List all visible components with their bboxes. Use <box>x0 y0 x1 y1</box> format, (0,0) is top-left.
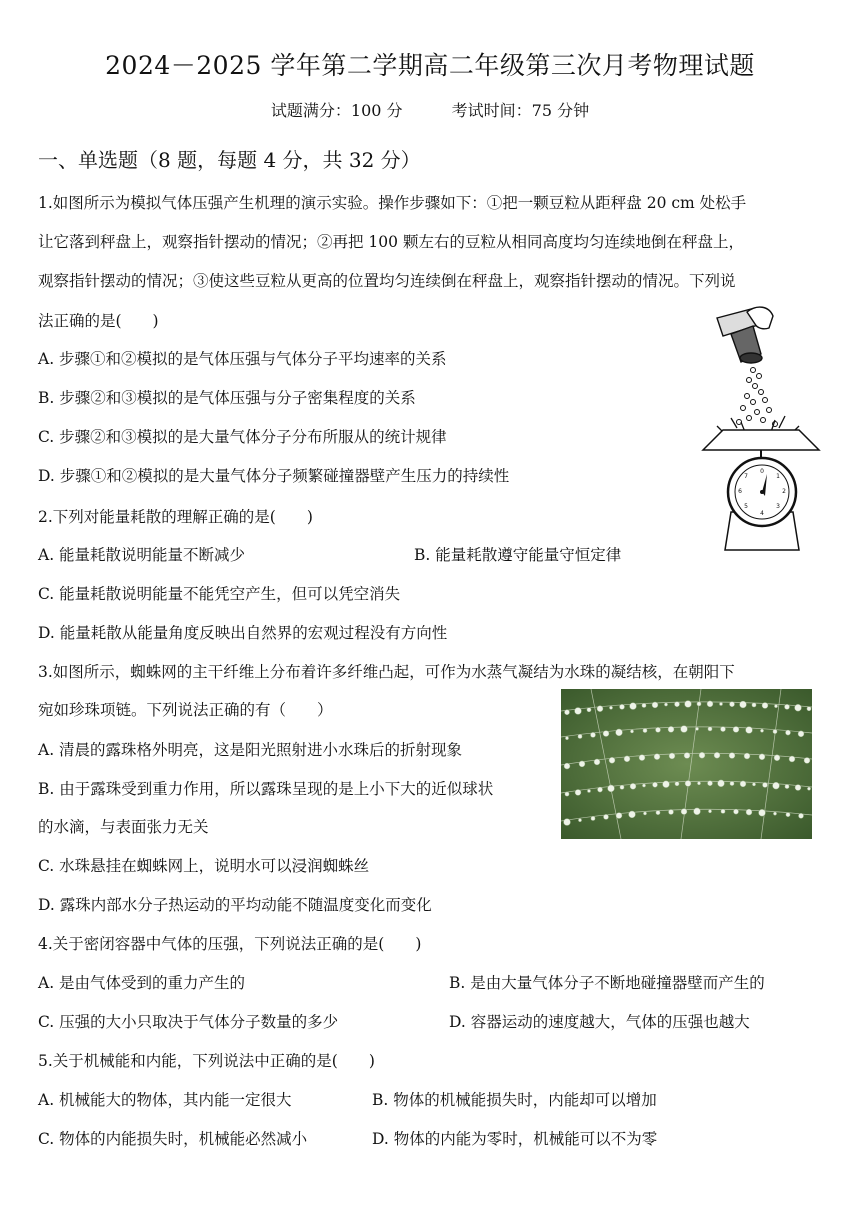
q2-option-c: C. 能量耗散说明能量不能凭空产生，但可以凭空消失 <box>38 585 401 603</box>
dew-droplet <box>708 810 711 813</box>
spiderweb-photo <box>561 689 812 839</box>
dew-droplet <box>630 783 636 789</box>
dew-droplet <box>597 706 603 712</box>
dew-droplet <box>721 727 726 732</box>
dew-droplet <box>694 808 701 815</box>
dew-droplet <box>642 784 645 787</box>
dew-droplet <box>733 727 739 733</box>
dew-droplet <box>685 701 692 708</box>
dew-droplet <box>774 705 777 708</box>
q3-line2: 宛如珍珠项链。下列说法正确的有（ ） <box>38 701 333 719</box>
hand-icon <box>717 307 773 363</box>
q1-line2: 让它落到秤盘上，观察指针摆动的情况；②再把 100 颗左右的豆粒从相同高度均匀连续地倒在秤盘上， <box>38 233 744 251</box>
exam-title: 2024－2025 学年第二学期高二年级第三次月考物理试题 <box>105 51 755 80</box>
q1-line3: 观察指针摆动的情况；③使这些豆粒从更高的位置均匀连续倒在秤盘上，观察指针摆动的情况。下列说 <box>38 272 736 290</box>
dew-droplet <box>668 726 674 732</box>
dew-droplet <box>603 731 609 737</box>
q5-stem: 5.关于机械能和内能，下列说法中正确的是( ) <box>38 1052 375 1070</box>
q1-option-a: A. 步骤①和②模拟的是气体压强与气体分子平均速率的关系 <box>38 350 447 368</box>
q1-line1: 1.如图所示为模拟气体压强产生机理的演示实验。操作步骤如下：①把一颗豆粒从距秤盘 20 cm 处松手 <box>38 194 747 212</box>
q4-option-a: A. 是由气体受到的重力产生的 <box>38 974 246 992</box>
dew-droplet <box>807 787 810 790</box>
dew-droplet <box>616 813 622 819</box>
svg-text:5: 5 <box>744 503 748 510</box>
dew-droplet <box>620 704 625 709</box>
dew-droplet <box>795 785 801 791</box>
dew-droplet <box>681 809 687 815</box>
dew-droplet <box>579 761 585 767</box>
dew-droplet <box>789 756 795 762</box>
dew-droplet <box>652 702 658 708</box>
q5-option-b: B. 物体的机械能损失时，内能却可以增加 <box>372 1091 657 1109</box>
dew-droplet <box>714 752 720 758</box>
dew-droplet <box>807 707 811 711</box>
dew-droplet <box>587 789 590 792</box>
dew-droplet <box>685 781 691 787</box>
dew-droplet <box>578 734 582 738</box>
dew-droplet <box>729 753 735 759</box>
dew-droplet <box>565 792 569 796</box>
dew-droplet <box>643 728 647 732</box>
dew-droplet <box>785 704 790 709</box>
dew-droplet <box>675 782 679 786</box>
q3-option-b-line2: 的水滴，与表面张力无关 <box>38 818 209 836</box>
dew-droplet <box>773 782 780 789</box>
dew-droplet <box>629 811 636 818</box>
dew-droplet <box>591 732 596 737</box>
dew-droplet <box>752 703 756 707</box>
q3-option-a: A. 清晨的露珠格外明亮，这是阳光照射进小水珠后的折射现象 <box>38 741 463 759</box>
dew-droplet <box>684 753 690 759</box>
section-heading: 一、单选题（8 题，每题 4 分，共 32 分） <box>38 148 421 172</box>
dew-droplet <box>752 783 755 786</box>
dew-droplet <box>609 706 612 709</box>
svg-text:6: 6 <box>738 488 742 495</box>
dew-droplet <box>746 727 753 734</box>
scale-figure <box>695 300 827 555</box>
dew-droplet <box>697 702 701 706</box>
q2-option-a: A. 能量耗散说明能量不断减少 <box>38 546 246 564</box>
dew-droplet <box>578 819 581 822</box>
dew-droplet <box>653 782 658 787</box>
q3-option-b-line1: B. 由于露珠受到重力作用，所以露珠呈现的是上小下大的近似球状 <box>38 780 494 798</box>
dew-droplet <box>699 752 705 758</box>
dew-droplet <box>675 702 680 707</box>
q5-option-d: D. 物体的内能为零时，机械能可以不为零 <box>372 1130 658 1148</box>
q3-line1: 3.如图所示，蜘蛛网的主干纤维上分布着许多纤维凸起，可作为水蒸气凝结为水珠的凝结核，在朝阳下 <box>38 663 735 681</box>
dew-droplet <box>804 758 810 764</box>
dew-droplet <box>740 701 747 708</box>
exam-time: 考试时间：75 分钟 <box>451 101 590 120</box>
dew-droplet <box>642 703 646 707</box>
dew-droplet <box>786 813 790 817</box>
dew-droplet <box>620 785 624 789</box>
q1-option-c: C. 步骤②和③模拟的是大量气体分子分布所服从的统计规律 <box>38 428 447 446</box>
dew-droplet <box>730 781 734 785</box>
dew-droplet <box>594 759 600 765</box>
q1-line4: 法正确的是( ) <box>38 312 159 330</box>
dew-droplet <box>746 809 752 815</box>
dew-droplet <box>708 781 713 786</box>
dew-droplet <box>654 754 660 760</box>
dew-droplet <box>669 810 674 815</box>
q2-option-d: D. 能量耗散从能量角度反映出自然界的宏观过程没有方向性 <box>38 624 448 642</box>
dew-droplet <box>759 809 766 816</box>
full-score: 试题满分：100 分 <box>270 101 403 120</box>
q5-option-c: C. 物体的内能损失时，机械能必然减小 <box>38 1130 308 1148</box>
dew-droplet <box>798 731 804 737</box>
svg-text:7: 7 <box>744 473 748 480</box>
q4-option-d: D. 容器运动的速度越大，气体的压强也越大 <box>449 1013 750 1031</box>
dew-droplet <box>760 729 763 732</box>
dew-droplet <box>630 703 637 710</box>
svg-text:0: 0 <box>760 468 764 475</box>
dew-droplet <box>575 789 581 795</box>
dew-droplet <box>609 757 615 763</box>
beans-icon <box>737 368 778 427</box>
dew-droplet <box>762 703 768 709</box>
dew-droplet <box>773 812 776 815</box>
dew-droplet <box>707 701 713 707</box>
q1-option-d: D. 步骤①和②模拟的是大量气体分子频繁碰撞器壁产生压力的持续性 <box>38 467 510 485</box>
dew-droplet <box>587 708 591 712</box>
dew-droplet <box>734 809 739 814</box>
dew-droplet <box>763 782 768 787</box>
q2-option-b: B. 能量耗散遵守能量守恒定律 <box>414 546 622 564</box>
dew-droplet <box>681 726 688 733</box>
dew-droplet <box>616 729 623 736</box>
q3-option-d: D. 露珠内部水分子热运动的平均动能不随温度变化而变化 <box>38 896 432 914</box>
dew-droplet <box>608 785 615 792</box>
dew-droplet <box>719 702 722 705</box>
q4-option-c: C. 压强的大小只取决于气体分子数量的多少 <box>38 1013 339 1031</box>
dew-droplet <box>718 780 725 787</box>
q3-option-c: C. 水珠悬挂在蜘蛛网上，说明水可以浸润蜘蛛丝 <box>38 857 370 875</box>
dew-droplet <box>744 753 750 759</box>
dew-droplet <box>708 727 712 731</box>
dew-droplet <box>591 816 595 820</box>
dew-droplet <box>565 737 568 740</box>
dew-droplet <box>730 702 735 707</box>
svg-text:3: 3 <box>776 503 780 510</box>
scale-body <box>725 458 799 550</box>
dew-droplet <box>786 730 791 735</box>
svg-text:2: 2 <box>782 488 786 495</box>
dew-droplet <box>564 819 571 826</box>
dew-droplet <box>773 730 777 734</box>
q5-option-a: A. 机械能大的物体，其内能一定很大 <box>38 1091 292 1109</box>
exam-info <box>0 98 860 121</box>
dew-droplet <box>565 710 570 715</box>
dew-droplet <box>774 755 780 761</box>
dew-droplet <box>656 811 660 815</box>
q4-option-b: B. 是由大量气体分子不断地碰撞器壁而产生的 <box>449 974 765 992</box>
q4-stem: 4.关于密闭容器中气体的压强，下列说法正确的是( ) <box>38 935 422 953</box>
svg-text:4: 4 <box>760 510 764 517</box>
dew-droplet <box>669 753 675 759</box>
dew-droplet <box>740 781 746 787</box>
dew-droplet <box>575 708 582 715</box>
dew-droplet <box>785 784 789 788</box>
dew-droplet <box>663 781 670 788</box>
dew-droplet <box>799 813 804 818</box>
dew-droplet <box>643 812 646 815</box>
scale-pan <box>703 430 819 450</box>
q2-stem: 2.下列对能量耗散的理解正确的是( ) <box>38 508 313 526</box>
dew-droplet <box>598 787 603 792</box>
dew-droplet <box>656 727 661 732</box>
dew-droplet <box>695 727 698 730</box>
dew-droplet <box>564 763 570 769</box>
dew-droplet <box>630 730 633 733</box>
q1-option-b: B. 步骤②和③模拟的是气体压强与分子密集程度的关系 <box>38 389 416 407</box>
svg-text:1: 1 <box>776 473 780 480</box>
dew-droplet <box>604 814 609 819</box>
dew-droplet <box>697 782 700 785</box>
dew-droplet <box>664 703 667 706</box>
dew-droplet <box>639 755 645 761</box>
dew-droplet <box>795 704 802 711</box>
dew-droplet <box>721 809 725 813</box>
dew-droplet <box>759 754 765 760</box>
dew-droplet <box>624 756 630 762</box>
